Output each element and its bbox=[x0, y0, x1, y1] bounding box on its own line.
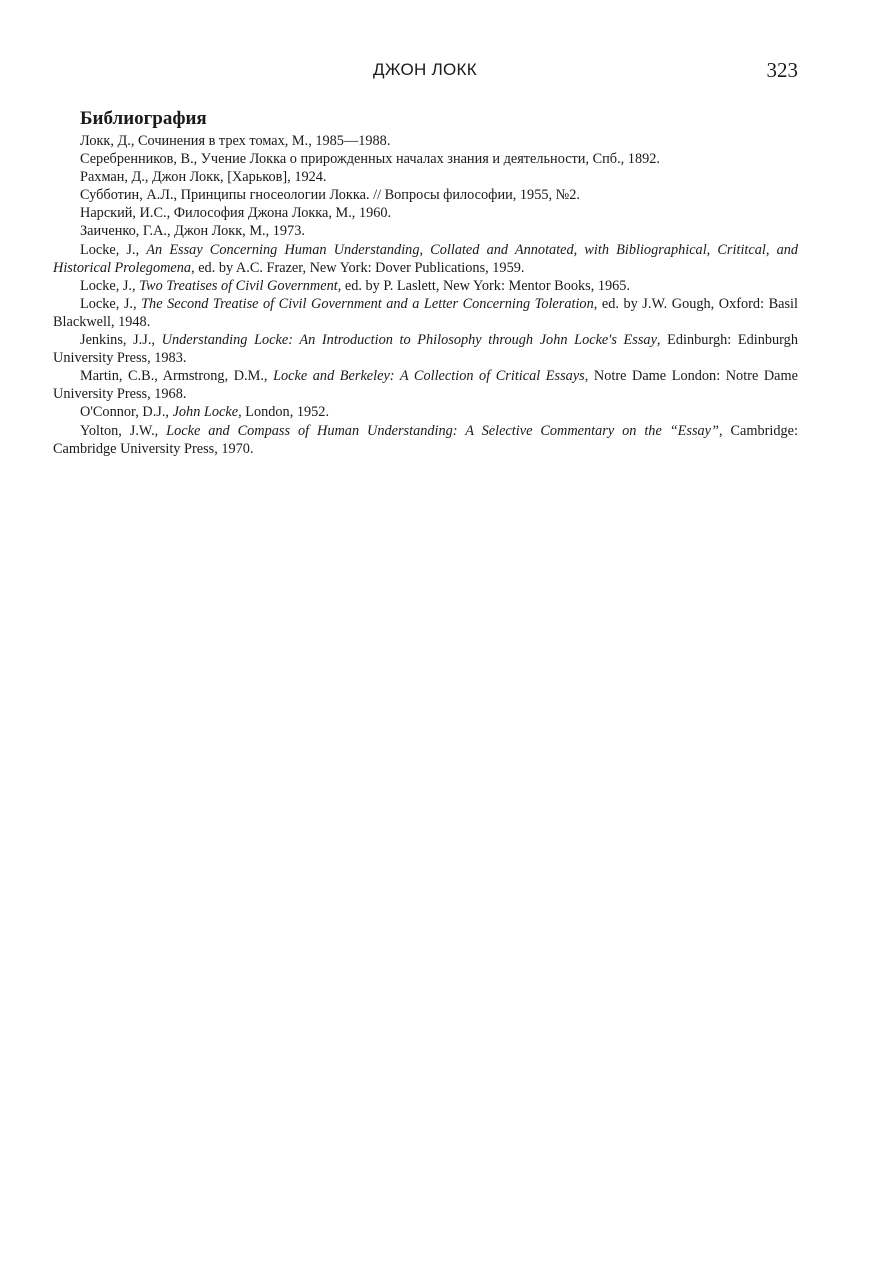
entry-imprint: , ed. by A.C. Frazer, New York: Dover Publications, 1959. bbox=[191, 259, 525, 276]
entry-author: Jenkins, J.J., bbox=[80, 332, 162, 349]
bibliography-entry bbox=[53, 277, 798, 295]
entry-title: The Second Treatise of Civil Government and a Letter Concerning Toleration bbox=[141, 295, 594, 312]
entry-text: Субботин, А.Л., Принципы гносеологии Локка. // Вопросы философии, 1955, №2. bbox=[80, 187, 580, 204]
bibliography-entry bbox=[53, 150, 798, 168]
entry-title: Locke and Compass of Human Understanding: A Selective Commentary on the “Essay” bbox=[166, 422, 719, 439]
entry-author: Locke, J., bbox=[80, 241, 147, 258]
entry-title: Understanding Locke: An Introduction to Philosophy through John Locke's Essay bbox=[161, 332, 657, 349]
entry-text: Серебренников, В., Учение Локка о прирожденных началах знания и деятельности, Спб., 1892. bbox=[80, 151, 660, 168]
running-head bbox=[0, 58, 880, 84]
entry-imprint: , ed. by P. Laslett, New York: Mentor Books, 1965. bbox=[337, 277, 631, 294]
entry-text: Заиченко, Г.А., Джон Локк, М., 1973. bbox=[80, 223, 305, 240]
bibliography-entry bbox=[53, 295, 798, 331]
bibliography-entry bbox=[53, 241, 798, 277]
entry-title: An Essay Concerning Human Understanding, Collated and Annotated, with Bibliographical, Crititcal, and Historical Prolegomena bbox=[53, 241, 799, 276]
page-number: 323 bbox=[766, 58, 798, 82]
entry-imprint: , Edinburgh: Edinburgh University Press, 1983. bbox=[53, 332, 798, 367]
entry-imprint: , Notre Dame London: Notre Dame University Press, 1968. bbox=[53, 368, 798, 403]
bibliography-entry bbox=[53, 367, 798, 403]
bibliography-entry bbox=[53, 331, 798, 367]
bibliography-entry bbox=[53, 132, 798, 150]
bibliography-entry bbox=[53, 186, 798, 204]
entry-imprint: , ed. by J.W. Gough, Oxford: Basil Blackwell, 1948. bbox=[53, 295, 798, 330]
entry-author: Martin, C.B., Armstrong, D.M., bbox=[80, 368, 274, 385]
bibliography-entry bbox=[53, 168, 798, 186]
bibliography-entry bbox=[53, 422, 798, 458]
entry-imprint: , Cambridge: Cambridge University Press, 1970. bbox=[53, 422, 798, 457]
bibliography-entry bbox=[53, 403, 798, 421]
entry-title: Two Treatises of Civil Government bbox=[139, 277, 338, 294]
entry-author: Locke, J., bbox=[80, 295, 142, 312]
entry-author: Locke, J., bbox=[80, 277, 140, 294]
entry-author: O'Connor, D.J., bbox=[80, 404, 173, 421]
entry-text: Рахман, Д., Джон Локк, [Харьков], 1924. bbox=[80, 169, 327, 186]
bibliography-section bbox=[53, 108, 798, 458]
entry-text: Нарский, И.С., Философия Джона Локка, М., 1960. bbox=[80, 205, 392, 222]
running-title: ДЖОН ЛОКК bbox=[373, 60, 477, 79]
bibliography-entry bbox=[53, 204, 798, 222]
entry-title: John Locke bbox=[172, 404, 239, 421]
bibliography-entry bbox=[53, 222, 798, 240]
entry-title: Locke and Berkeley: A Collection of Critical Essays bbox=[273, 368, 585, 385]
entry-text: Локк, Д., Сочинения в трех томах, М., 1985—1988. bbox=[80, 133, 391, 149]
entry-author: Yolton, J.W., bbox=[80, 422, 167, 439]
section-heading: Библиография bbox=[80, 108, 207, 129]
entry-imprint: , London, 1952. bbox=[238, 404, 330, 421]
